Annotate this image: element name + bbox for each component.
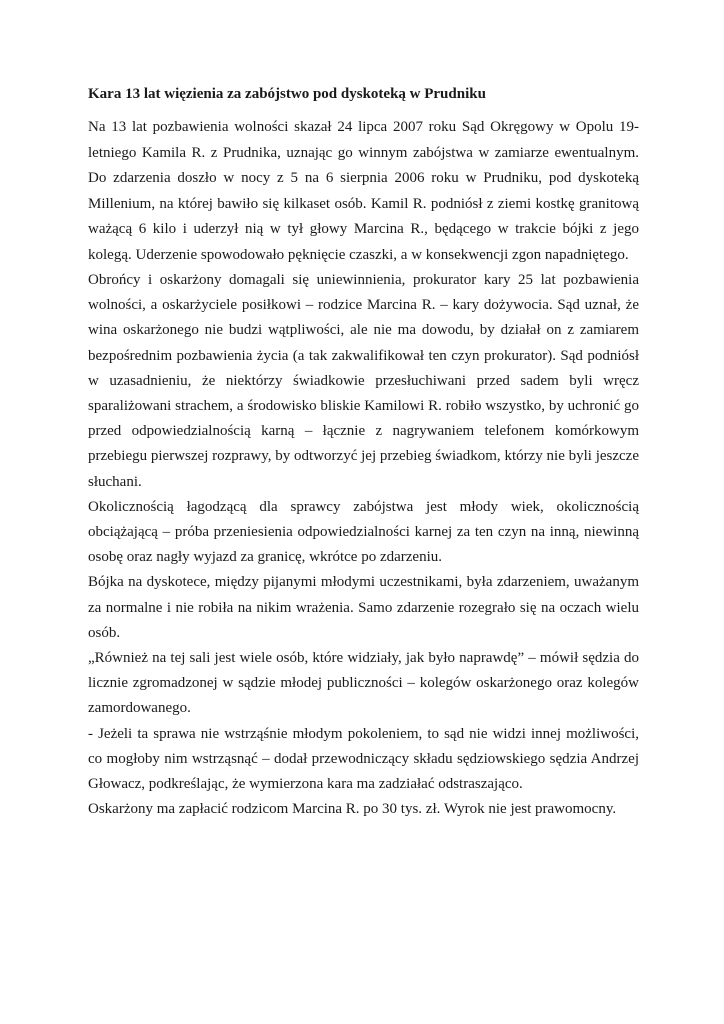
- paragraph-judge-statement: - Jeżeli ta sprawa nie wstrząśnie młodym pokoleniem, to sąd nie widzi innej możliwości, co mogłoby nim wstrząsnąć – dodał przewodniczący składu sędziowskiego sędzia Andrzej Głowacz, podkreślając, że wymierzona kara ma zadziałać odstraszająco.: [88, 725, 639, 793]
- paragraph-verdict: Na 13 lat pozbawienia wolności skazał 24 lipca 2007 roku Sąd Okręgowy w Opolu 19-letniego Kamila R. z Prudnika, uznając go winnym zabójstwa w zamiarze ewentualnym. Do zdarzenia doszło w nocy z 5 na 6 sierpnia 2006 roku w Prudniku, pod dyskoteką Millenium, na której bawiło się kilkaset osób. Kamil R. podniósł z ziemi kostkę granitową ważącą 6 kilo i uderzył nią w tył głowy Marcina R., będącego w trakcie bójki z jego kolegą. Uderzenie spowodowało pęknięcie czaszki, a w konsekwencji zgon napadniętego.: [88, 119, 639, 263]
- paragraph-defense-and-court: Obrońcy i oskarżony domagali się uniewinnienia, prokurator kary 25 lat pozbawienia wolności, a oskarżyciele posiłkowi – rodzice Marcina R. – kary dożywocia. Sąd uznał, że wina oskarżonego nie budzi wątpliwości, ale nie ma dowodu, by działał on z zamiarem bezpośrednim pozbawienia życia (a tak zakwalifikował ten czyn prokurator). Sąd podniósł w uzasadnieniu, że niektórzy świadkowie przesłuchiwani przed sadem byli wręcz sparaliżowani strachem, a środowisko bliskie Kamilowi R. robiło wszystko, by uchronić go przed odpowiedzialnością karną – łącznie z nagrywaniem telefonem komórkowym przebiegu pierwszej rozprawy, by odtworzyć jej przebieg świadkom, którzy nie byli jeszcze słuchani.: [88, 272, 639, 490]
- document-title: Kara 13 lat więzienia za zabójstwo pod dyskoteką w Prudniku: [88, 86, 486, 102]
- document-body: [88, 84, 639, 822]
- paragraph-judge-quote: „Również na tej sali jest wiele osób, które widziały, jak było naprawdę” – mówił sędzia do licznie zgromadzonej w sądzie młodej publiczności – kolegów oskarżonego oraz kolegów zamordowanego.: [88, 650, 639, 717]
- paragraph-compensation: Oskarżony ma zapłacić rodzicom Marcina R. po 30 tys. zł. Wyrok nie jest prawomocny.: [88, 801, 617, 818]
- paragraph-circumstances: Okolicznością łagodzącą dla sprawcy zabójstwa jest młody wiek, okolicznością obciążającą – próba przeniesienia odpowiedzialności karnej za ten czyn na inną, niewinną osobę oraz nagły wyjazd za granicę, wkrótce po zdarzeniu.: [88, 498, 639, 566]
- paragraph-fight-description: Bójka na dyskotece, między pijanymi młodymi uczestnikami, była zdarzeniem, uważanym za normalne i nie robiła na nikim wrażenia. Samo zdarzenie rozegrało się na oczach wielu osób.: [88, 574, 639, 641]
